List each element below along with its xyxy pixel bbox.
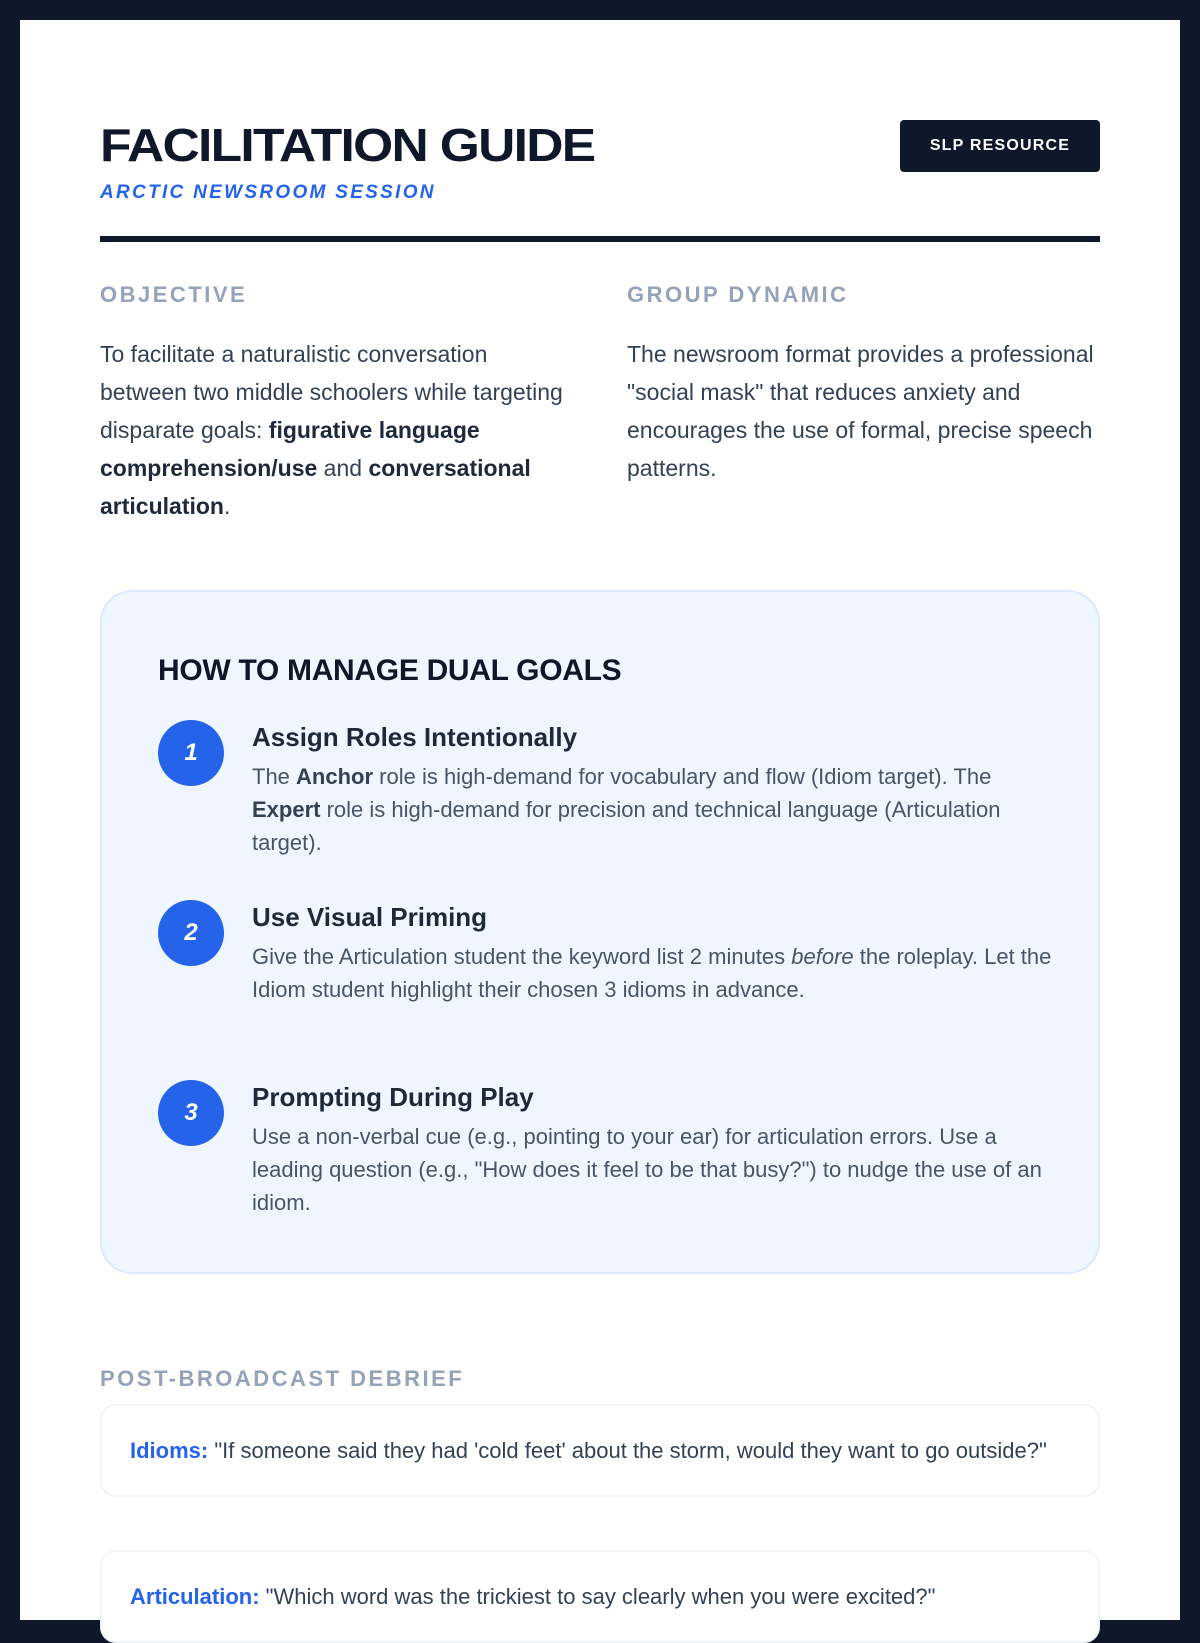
debrief-question-card — [100, 1404, 1100, 1497]
dual-goals-title: HOW TO MANAGE DUAL GOALS — [158, 654, 622, 687]
step-description: Give the Articulation student the keyword list 2 minutes before the roleplay. Let the Idiom student highlight their chosen 3 idioms in advance. — [252, 944, 1052, 1002]
step-number-badge: 3 — [158, 1080, 224, 1146]
step-description: Use a non-verbal cue (e.g., pointing to your ear) for articulation errors. Use a leading question (e.g., "How does it feel to be that busy?") to nudge the use of an idiom. — [252, 1124, 1042, 1215]
objective-text: To facilitate a naturalistic conversation between two middle schoolers while targeting disparate goals: figurative language comprehension/use and conversational articulation. — [100, 341, 563, 519]
group-dynamic-text: The newsroom format provides a professional "social mask" that reduces anxiety and encourages the use of formal, precise speech patterns. — [627, 341, 1094, 481]
question-text: "Which word was the trickiest to say clearly when you were excited?" — [259, 1584, 936, 1609]
objective-goal-articulation: conversational articulation — [100, 455, 531, 519]
header — [100, 100, 1100, 242]
step-number-badge: 2 — [158, 900, 224, 966]
objective-goal-figurative: figurative language comprehension/use — [100, 417, 480, 481]
group-dynamic-label: GROUP DYNAMIC — [627, 282, 849, 307]
resource-badge: SLP RESOURCE — [900, 120, 1100, 172]
step-title: Prompting During Play — [252, 1082, 534, 1112]
step-title: Assign Roles Intentionally — [252, 722, 578, 752]
page-title: FACILITATION GUIDE — [100, 119, 595, 171]
step-description: The Anchor role is high-demand for vocabulary and flow (Idiom target). The Expert role is high-demand for precision and technical language (Articulation target). — [252, 764, 1001, 855]
dual-goals-card — [100, 590, 1100, 1274]
question-category: Articulation: — [130, 1584, 260, 1609]
step-number-badge: 1 — [158, 720, 224, 786]
step-title: Use Visual Priming — [252, 902, 488, 932]
guide-sheet — [20, 20, 1180, 1620]
question-category: Idioms: — [130, 1438, 209, 1463]
objective-label: OBJECTIVE — [100, 282, 248, 307]
debrief-question-card — [100, 1550, 1100, 1643]
page-subtitle: ARCTIC NEWSROOM SESSION — [100, 182, 436, 203]
debrief-label: POST-BROADCAST DEBRIEF — [100, 1366, 465, 1391]
question-text: "If someone said they had 'cold feet' about the storm, would they want to go outside?" — [208, 1438, 1047, 1463]
